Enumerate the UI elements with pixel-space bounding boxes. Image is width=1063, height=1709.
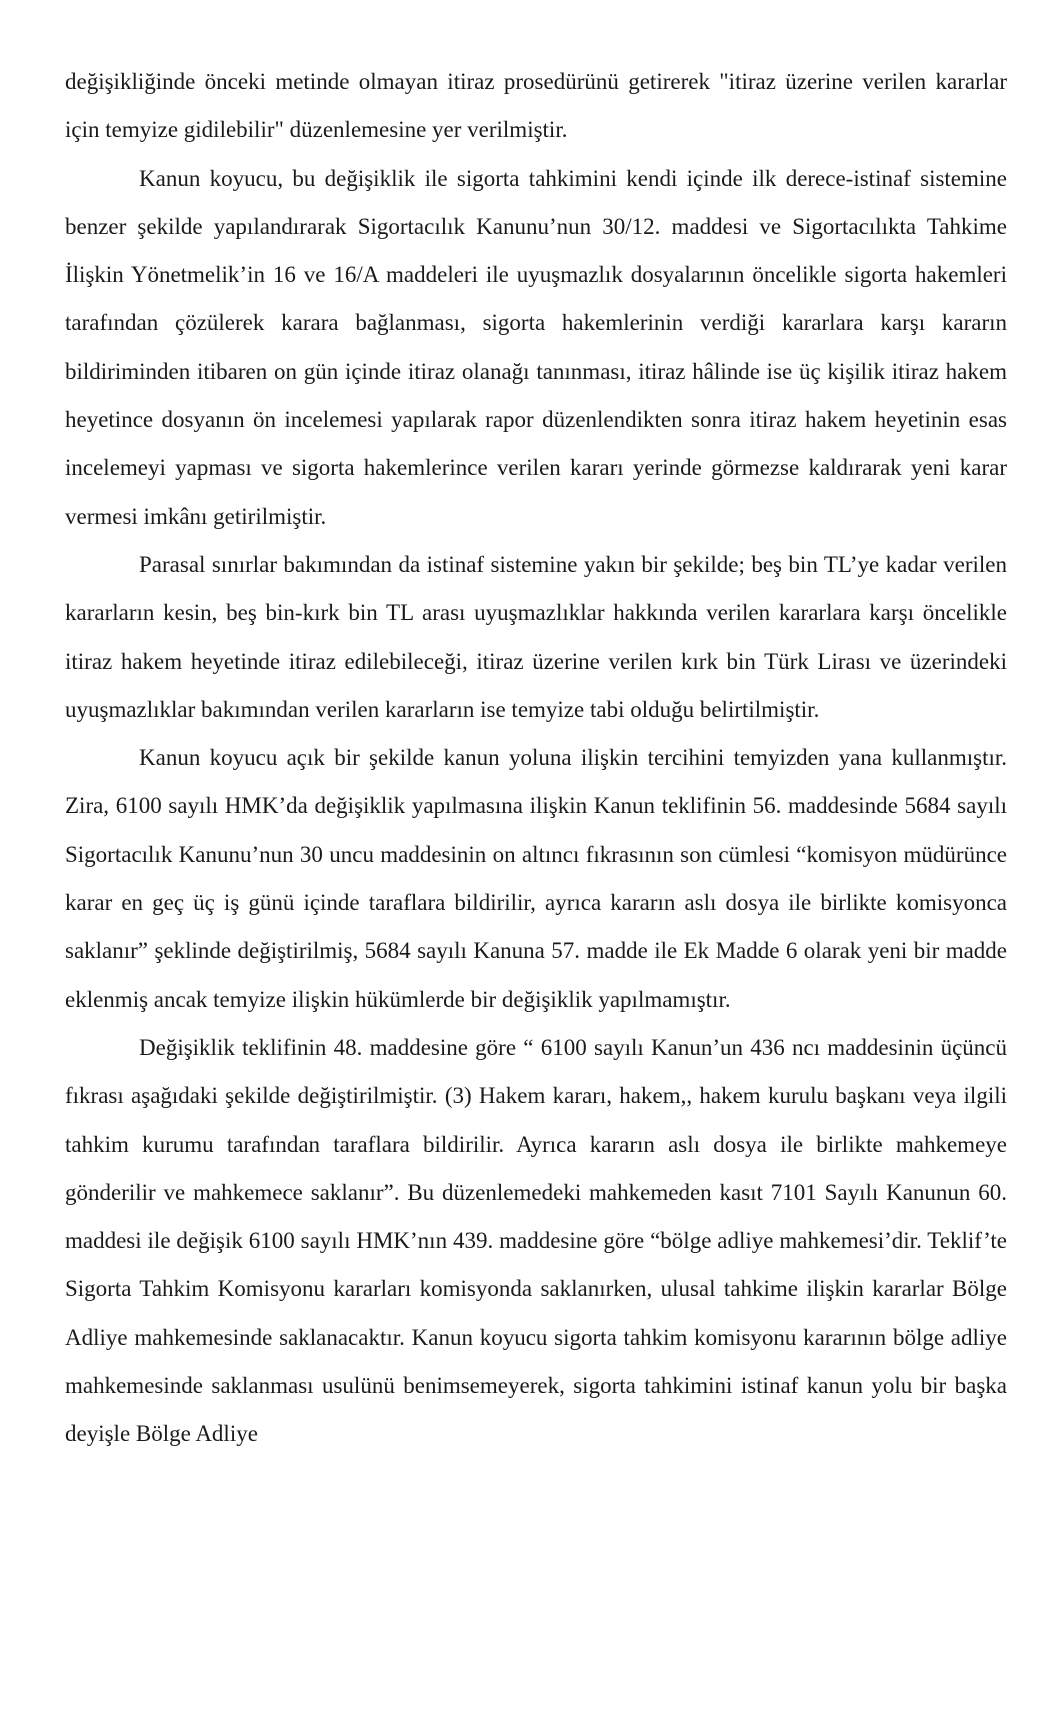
paragraph-2: Kanun koyucu, bu değişiklik ile sigorta tahkimini kendi içinde ilk derece-istinaf sistemine benzer şekilde yapılandırarak Sigortacılık Kanunu’nun 30/12. maddesi ve Sigortacılıkta Tahkime İlişkin Yönetmelik’in 16 ve 16/A maddeleri ile uyuşmazlık dosyalarının öncelikle sigorta hakemleri tarafından çözülerek karara bağlanması, sigorta hakemlerinin verdiği kararlara karşı kararın bildiriminden itibaren on gün içinde itiraz olanağı tanınması, itiraz hâlinde ise üç kişilik itiraz hakem heyetince dosyanın ön incelemesi yapılarak rapor düzenlendikten sonra itiraz hakem heyetinin esas incelemeyi yapması ve sigorta hakemlerince verilen kararı yerinde görmezse kaldırarak yeni karar vermesi imkânı getirilmiştir. xyxy=(65,165,1007,529)
paragraph-3: Parasal sınırlar bakımından da istinaf sistemine yakın bir şekilde; beş bin TL’ye kadar verilen kararların kesin, beş bin-kırk bin TL arası uyuşmazlıklar hakkında verilen kararlara karşı öncelikle itiraz hakem heyetinde itiraz edilebileceği, itiraz üzerine verilen kırk bin Türk Lirası ve üzerindeki uyuşmazlıklar bakımından verilen kararların ise temyize tabi olduğu belirtilmiştir. xyxy=(65,551,1007,722)
paragraph-1: değişikliğinde önceki metinde olmayan itiraz prosedürünü getirerek "itiraz üzerine verilen kararlar için temyize gidilebilir" düzenlemesine yer verilmiştir. xyxy=(65,69,1007,143)
paragraph-4: Kanun koyucu açık bir şekilde kanun yoluna ilişkin tercihini temyizden yana kullanmıştır. Zira, 6100 sayılı HMK’da değişiklik yapılmasına ilişkin Kanun teklifinin 56. maddesinde 5684 sayılı Sigortacılık Kanunu’nun 30 uncu maddesinin on altıncı fıkrasının son cümlesi “komisyon müdürünce karar en geç üç iş günü içinde taraflara bildirilir, ayrıca kararın aslı dosya ile birlikte komisyonca saklanır” şeklinde değiştirilmiş, 5684 sayılı Kanuna 57. madde ile Ek Madde 6 olarak yeni bir madde eklenmiş ancak temyize ilişkin hükümlerde bir değişiklik yapılmamıştır. xyxy=(65,745,1007,1012)
paragraph-5: Değişiklik teklifinin 48. maddesine göre “ 6100 sayılı Kanun’un 436 ncı maddesinin üçüncü fıkrası aşağıdaki şekilde değiştirilmiştir. (3) Hakem kararı, hakem,, hakem kurulu başkanı veya ilgili tahkim kurumu tarafından taraflara bildirilir. Ayrıca kararın aslı dosya ile birlikte mahkemeye gönderilir ve mahkemece saklanır”. Bu düzenlemedeki mahkemeden kasıt 7101 Sayılı Kanunun 60. maddesi ile değişik 6100 sayılı HMK’nın 439. maddesine göre “bölge adliye mahkemesi’dir. Teklif’te Sigorta Tahkim Komisyonu kararları komisyonda saklanırken, ulusal tahkime ilişkin kararlar Bölge Adliye mahkemesinde saklanacaktır. Kanun koyucu sigorta tahkim komisyonu kararının bölge adliye mahkemesinde saklanması usulünü benimsemeyerek, sigorta tahkimini istinaf kanun yolu bir başka deyişle Bölge Adliye xyxy=(65,1034,1007,1447)
document-body xyxy=(65,58,1007,1459)
